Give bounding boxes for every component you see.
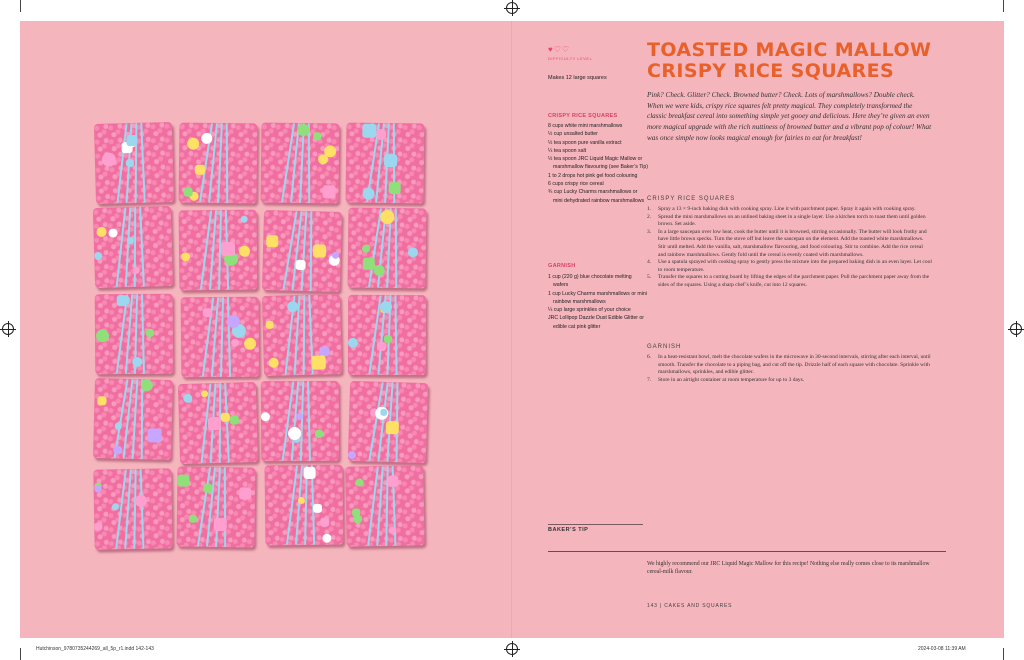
marshmallow-topping bbox=[380, 210, 394, 224]
marshmallow-topping bbox=[132, 357, 142, 367]
method-step bbox=[647, 354, 932, 377]
marshmallow-topping bbox=[94, 522, 102, 530]
marshmallow-topping bbox=[313, 504, 322, 513]
ingredient-item: 8 cups white mini marshmallows bbox=[548, 123, 623, 129]
marshmallow-topping bbox=[113, 446, 122, 455]
chocolate-drizzle bbox=[133, 207, 135, 287]
difficulty-label: DIFFICULTY LEVEL bbox=[548, 56, 593, 61]
marshmallow-topping bbox=[202, 308, 211, 317]
rice-square bbox=[94, 122, 174, 204]
marshmallow-topping bbox=[146, 329, 154, 337]
marshmallow-topping bbox=[108, 229, 117, 238]
method-step bbox=[647, 214, 932, 229]
crop-mark bbox=[1003, 648, 1004, 660]
marshmallow-topping bbox=[221, 412, 230, 421]
registration-mark-top bbox=[506, 2, 518, 14]
marshmallow-topping bbox=[386, 421, 399, 434]
crop-mark bbox=[20, 648, 21, 660]
marshmallow-topping bbox=[362, 257, 374, 269]
chocolate-drizzle bbox=[394, 208, 396, 288]
marshmallow-topping bbox=[332, 252, 339, 259]
ingredients-garnish-heading: GARNISH bbox=[548, 263, 576, 269]
marshmallow-topping bbox=[313, 244, 326, 257]
step-text: In a heat-resistant bowl, melt the chocolate wafers in the microwave in 30-second intervals, stirring after each interval, until smooth. Transfer the chocolate to a piping bag, and cut off the tip. Drizzle half of each square with chocolate. Sprinkle with marshmallows, sprinkles, and edible glitter. bbox=[658, 354, 931, 376]
marshmallow-topping bbox=[96, 227, 106, 237]
chocolate-drizzle bbox=[140, 379, 143, 459]
chocolate-drizzle bbox=[225, 123, 227, 203]
marshmallow-topping bbox=[132, 267, 139, 274]
method-garnish-steps bbox=[647, 354, 932, 384]
step-text: Transfer the squares to a cutting board by lifting the edges of the parchment paper. Pull the parchment paper away from the sides of the squares. Using a sharp chef’s knife, cut into 12 squares. bbox=[658, 274, 930, 288]
rice-square bbox=[262, 294, 342, 376]
ingredient-item: ½ cup unsalted butter bbox=[548, 131, 598, 138]
marshmallow-topping bbox=[187, 138, 199, 150]
marshmallow-topping bbox=[114, 423, 121, 430]
marshmallow-topping bbox=[352, 508, 360, 516]
ingredient-item: 1 cup Lucky Charms marshmallows or mini rainbow marshmallows bbox=[548, 290, 647, 305]
ingredient-item: 6 cups crispy rice cereal bbox=[548, 181, 604, 188]
step-number: 5. bbox=[647, 274, 652, 281]
chocolate-drizzle bbox=[224, 467, 226, 547]
marshmallow-topping bbox=[126, 135, 137, 146]
marshmallow-topping bbox=[375, 128, 386, 139]
method-step bbox=[647, 377, 932, 385]
marshmallow-topping bbox=[384, 154, 397, 167]
marshmallow-topping bbox=[230, 415, 239, 424]
slug-line-file: Hutchinson_9780735244269_all_5p_r1.indd 142-143 bbox=[36, 646, 154, 652]
marshmallow-topping bbox=[122, 296, 130, 304]
ingredient-item: ¼ cup large sprinkles of your choice bbox=[548, 307, 631, 314]
marshmallow-topping bbox=[112, 503, 119, 510]
page-gutter bbox=[511, 21, 512, 638]
cereal-texture bbox=[93, 206, 173, 288]
crop-mark bbox=[20, 0, 21, 12]
marshmallow-topping bbox=[201, 390, 208, 397]
method-crispy-steps bbox=[647, 206, 932, 290]
marshmallow-topping bbox=[315, 430, 323, 438]
marshmallow-topping bbox=[140, 379, 152, 391]
marshmallow-topping bbox=[312, 356, 326, 370]
ingredients-garnish-list bbox=[548, 273, 648, 331]
registration-mark-left bbox=[2, 323, 14, 335]
marshmallow-topping bbox=[322, 534, 331, 543]
page-folio: 143 | CAKES AND SQUARES bbox=[647, 603, 733, 609]
ingredients-crispy-list bbox=[548, 122, 648, 205]
step-text: Use a spatula sprayed with cooking spray to gently press the mixture into the prepared baking dish in an even layer. Let cool to room temperature. bbox=[658, 259, 932, 273]
marshmallow-topping bbox=[239, 246, 250, 257]
rice-square bbox=[261, 381, 339, 461]
method-step bbox=[647, 206, 932, 214]
marshmallow-topping bbox=[135, 495, 147, 507]
rice-square bbox=[264, 465, 343, 546]
rice-square bbox=[178, 123, 257, 204]
yield-text: Makes 12 large squares bbox=[548, 75, 607, 81]
marshmallow-topping bbox=[373, 264, 384, 275]
marshmallow-topping bbox=[147, 428, 161, 442]
ingredient-item: ½ tea spoon pure vanilla extract bbox=[548, 139, 622, 146]
marshmallow-topping bbox=[298, 497, 305, 504]
marshmallow-topping bbox=[362, 123, 376, 137]
marshmallow-topping bbox=[295, 260, 305, 270]
registration-mark-bottom bbox=[506, 643, 518, 655]
rice-square bbox=[348, 295, 426, 375]
rice-square bbox=[177, 467, 256, 548]
rice-square bbox=[346, 465, 425, 546]
ingredient-item: 1 to 2 drops hot pink gel food colouring bbox=[548, 172, 638, 179]
rice-square bbox=[345, 122, 424, 203]
marshmallow-topping bbox=[313, 132, 321, 140]
marshmallow-topping bbox=[208, 417, 221, 430]
marshmallow-topping bbox=[377, 342, 386, 351]
marshmallow-topping bbox=[226, 315, 239, 328]
bakers-tip-heading: BAKER’S TIP bbox=[548, 527, 589, 533]
tip-divider bbox=[548, 551, 946, 552]
step-text: In a large saucepan over low heat, cook the butter until it is browned, stirring occasionally. The butter will look frothy and have little brown specks. Turn the stove off but leave the saucepan on the element. Add the toasted white marshmallows. Stir until melted. Add the vanilla, salt, marshmallow flavouring, and food colouring. Stir to combine. Add the rice cereal and rainbow marshmallows. Gently fold until the cereal is evenly coated with marshmallows. bbox=[658, 228, 927, 258]
method-garnish-heading: GARNISH bbox=[647, 344, 682, 350]
marshmallow-topping bbox=[214, 518, 227, 531]
marshmallow-topping bbox=[97, 396, 106, 405]
rice-square bbox=[347, 207, 426, 288]
ingredient-item: JRC Lollipop Dazzle Dust Edible Glitter or edible cat pink glitter bbox=[548, 315, 645, 330]
marshmallow-topping bbox=[95, 485, 102, 492]
marshmallow-topping bbox=[380, 409, 387, 416]
marshmallow-topping bbox=[244, 337, 256, 349]
step-number: 2. bbox=[647, 213, 652, 220]
rice-square bbox=[95, 294, 174, 375]
marshmallow-topping bbox=[126, 237, 133, 244]
marshmallow-topping bbox=[231, 339, 239, 347]
method-crispy-heading: CRISPY RICE SQUARES bbox=[647, 196, 736, 202]
step-number: 7. bbox=[647, 376, 652, 383]
marshmallow-topping bbox=[203, 484, 212, 493]
marshmallow-topping bbox=[266, 235, 278, 247]
registration-mark-right bbox=[1010, 323, 1022, 335]
ingredient-item: ½ tea spoon JRC Liquid Magic Mallow or marshmallow flavouring (see Baker’s Tip) bbox=[548, 156, 648, 171]
marshmallow-topping bbox=[240, 216, 247, 223]
marshmallow-topping bbox=[239, 488, 251, 500]
marshmallow-topping bbox=[126, 159, 134, 167]
marshmallow-topping bbox=[298, 124, 310, 136]
step-text: Spread the mini marshmallows on an unlined baking sheet in a single layer. Use a kitchen torch to toast them until golden brown. Set aside. bbox=[658, 213, 926, 228]
ingredient-item: ¼ tea spoon salt bbox=[548, 147, 587, 154]
rice-square bbox=[262, 210, 342, 292]
marshmallow-topping bbox=[189, 515, 197, 523]
ingredient-item: ¾ cup Lucky Charms marshmallows or mini dehydrated rainbow marshmallows bbox=[548, 189, 645, 204]
tip-divider-top bbox=[548, 524, 643, 525]
marshmallow-topping bbox=[388, 182, 400, 194]
marshmallow-topping bbox=[318, 154, 328, 164]
rice-square bbox=[93, 206, 173, 288]
rice-square bbox=[180, 296, 259, 377]
difficulty-hearts-icon: ♥♡♡ bbox=[548, 45, 571, 54]
marshmallow-topping bbox=[183, 188, 192, 197]
rice-square bbox=[93, 468, 172, 549]
recipe-title-line: TOASTED MAGIC MALLOW bbox=[647, 39, 932, 61]
marshmallow-topping bbox=[323, 185, 336, 198]
step-number: 6. bbox=[647, 354, 652, 360]
recipe-title-line: CRISPY RICE SQUARES bbox=[647, 60, 895, 82]
slug-line-date: 2024-03-08 11:39 AM bbox=[918, 646, 966, 652]
marshmallow-topping bbox=[388, 476, 399, 487]
rice-square bbox=[93, 378, 173, 460]
rice-square bbox=[178, 382, 258, 464]
bakers-tip-text: We highly recommend our JRC Liquid Magic Mallow for this recipe! Nothing else really comes close to its marshmallow cereal-milk flavour. bbox=[647, 561, 930, 575]
marshmallow-topping bbox=[201, 133, 212, 144]
rice-squares-photo bbox=[95, 123, 425, 550]
recipe-title bbox=[647, 40, 931, 82]
method-step bbox=[647, 259, 932, 274]
marshmallow-topping bbox=[195, 165, 205, 175]
recipe-intro: Pink? Check. Glitter? Check. Browned butter? Check. Lots of marshmallows? Double check. When we were kids, crispy rice squares felt pretty magical. They completely transformed the classic breakfast cereal into something simple yet gooey and delicious. Here they’re given an even more magical upgrade with the rich nuttiness of browned butter and a vibrant pop of colour! What was once simple now looks magical enough for fairies to eat for breakfast! bbox=[647, 91, 932, 142]
method-step bbox=[647, 274, 932, 289]
marshmallow-topping bbox=[320, 518, 329, 527]
marshmallow-topping bbox=[183, 393, 192, 402]
step-text: Spray a 13 × 9-inch baking dish with cooking spray. Line it with parchment paper. Spray it again with cooking spray. bbox=[658, 206, 916, 212]
crop-mark bbox=[1003, 0, 1004, 12]
marshmallow-topping bbox=[362, 187, 374, 199]
step-number: 4. bbox=[647, 259, 652, 266]
marshmallow-topping bbox=[362, 244, 370, 252]
rice-square bbox=[261, 122, 340, 203]
marshmallow-topping bbox=[96, 329, 109, 342]
marshmallow-topping bbox=[94, 252, 102, 260]
step-number: 1. bbox=[647, 206, 652, 212]
step-text: Store in an airtight container at room temperature for up to 3 days. bbox=[658, 376, 805, 383]
marshmallow-topping bbox=[408, 247, 418, 257]
step-number: 3. bbox=[647, 228, 652, 235]
ingredient-item: 1 cup (220 g) blue chocolate melting wafers bbox=[548, 274, 632, 289]
marshmallow-topping bbox=[303, 467, 315, 479]
marshmallow-topping bbox=[177, 475, 189, 487]
marshmallow-topping bbox=[221, 242, 235, 256]
method-step bbox=[647, 229, 932, 259]
rice-square bbox=[348, 381, 428, 463]
rice-square bbox=[178, 210, 257, 291]
marshmallow-topping bbox=[266, 321, 274, 329]
marshmallow-topping bbox=[181, 252, 190, 261]
ingredients-crispy-heading: CRISPY RICE SQUARES bbox=[548, 113, 618, 119]
